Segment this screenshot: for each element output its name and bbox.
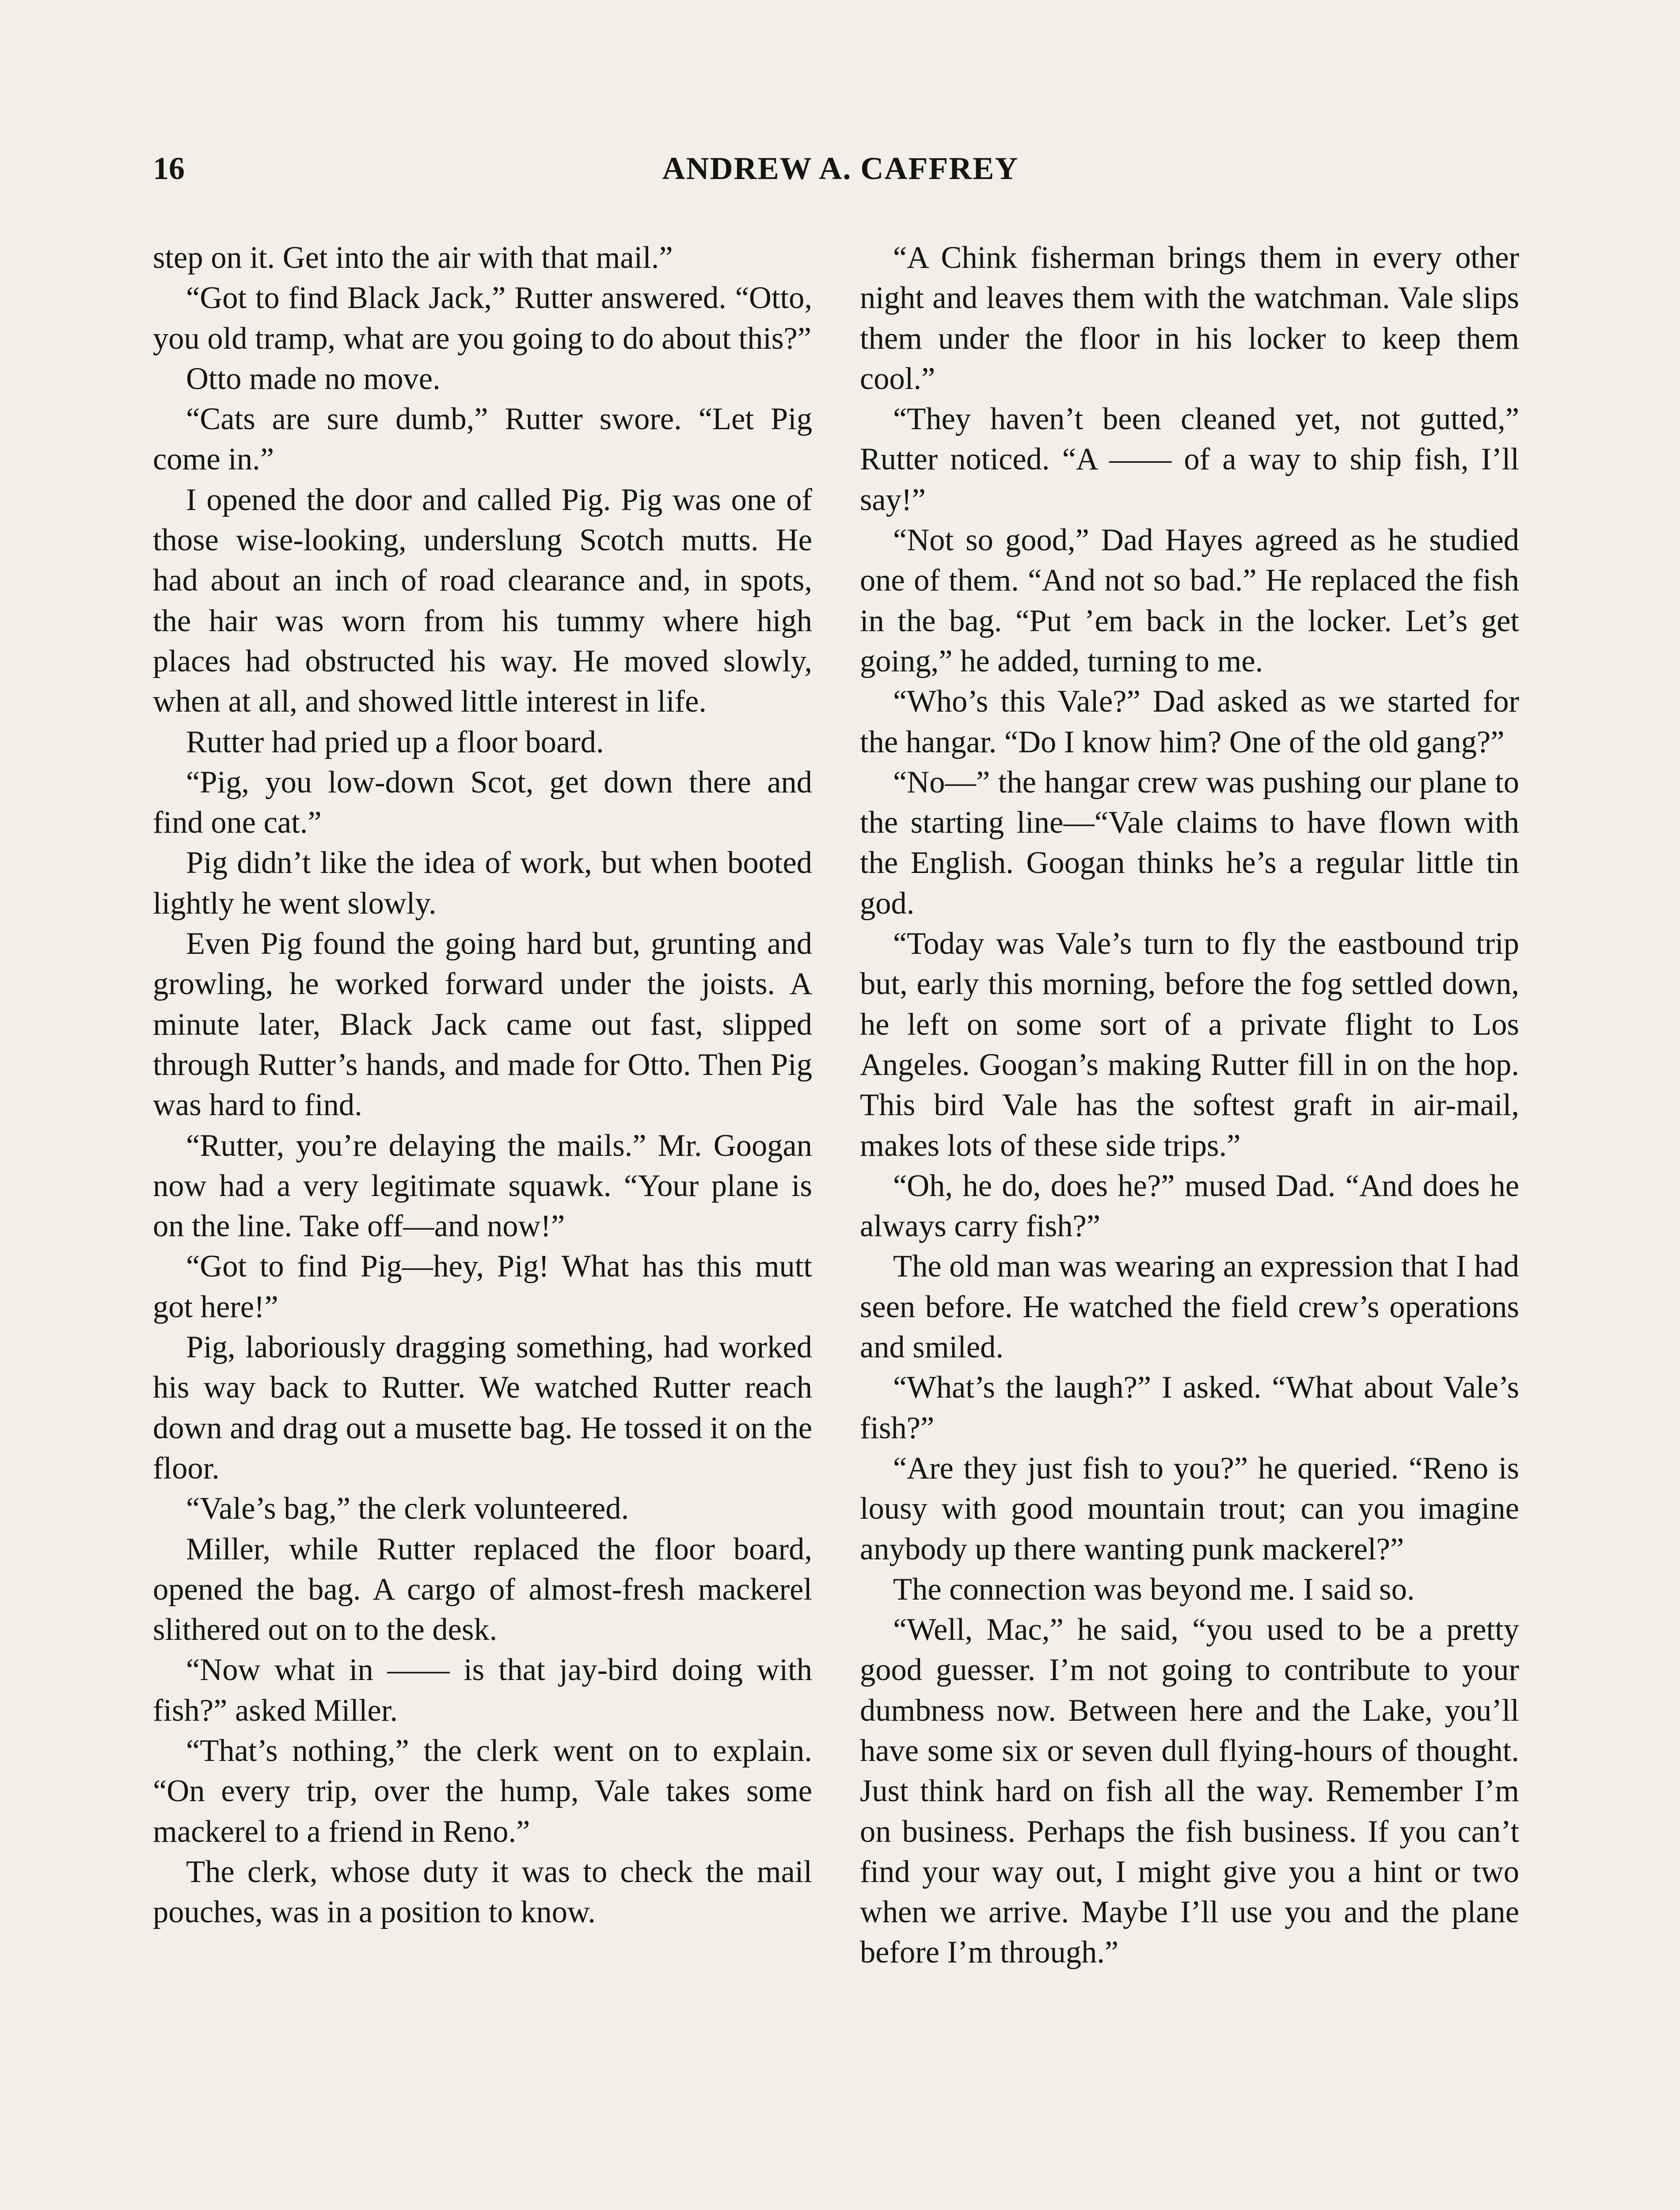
paragraph: “Got to find Pig—hey, Pig! What has this mutt got here!” [153, 1249, 812, 1324]
paragraph: “Are they just fish to you?” he queried. “Reno is lousy with good mountain trout; can you imagine anybody up there wanting punk mackerel?” [860, 1451, 1519, 1566]
paragraph: I opened the door and called Pig. Pig was one of those wise-looking, underslung Scotch mutts. He had about an inch of road clearance and, in spots, the hair was worn from his tummy where high places had obstructed his way. He moved slowly, when at all, and showed little interest in life. [153, 482, 812, 719]
running-head: ANDREW A. CAFFREY [662, 151, 1019, 186]
paragraph: Rutter had pried up a floor board. [186, 724, 604, 759]
paragraph: “Vale’s bag,” the clerk volunteered. [186, 1491, 629, 1526]
paragraph: “Not so good,” Dad Hayes agreed as he studied one of them. “And not so bad.” He replaced the fish in the bag. “Put ’em back in the locker. Let’s get going,” he added, turning to me. [860, 523, 1519, 678]
paragraph: “What’s the laugh?” I asked. “What about Vale’s fish?” [860, 1370, 1519, 1445]
page-number: 16 [153, 151, 185, 186]
paragraph: “Well, Mac,” he said, “you used to be a pretty good guesser. I’m not going to contribute to your dumbness now. Between here and the Lake, you’ll have some six or seven dull flying-hours of thought. Just think hard on fish all the way. Remember I’m on business. Perhaps the fish business. If you can’t find your way out, I might give you a hint or two when we arrive. Maybe I’ll use you and the plane before I’m through.” [860, 1612, 1519, 1970]
paragraph: The connection was beyond me. I said so. [893, 1572, 1415, 1607]
paragraph: “They haven’t been cleaned yet, not gutted,” Rutter noticed. “A —— of a way to ship fish, I’ll say!” [860, 402, 1519, 517]
paragraph: “Today was Vale’s turn to fly the eastbound trip but, early this morning, before the fog settled down, he left on some sort of a private flight to Los Angeles. Googan’s making Rutter fill in on the hop. This bird Vale has the softest graft in air-mail, makes lots of these side trips.” [860, 926, 1519, 1163]
paragraph: “Who’s this Vale?” Dad asked as we started for the hangar. “Do I know him? One of the old gang?” [860, 684, 1519, 759]
page-header [153, 152, 1528, 201]
paragraph: Otto made no move. [186, 361, 441, 396]
paragraph: Pig didn’t like the idea of work, but when booted lightly he went slowly. [153, 846, 812, 921]
paragraph: “Rutter, you’re delaying the mails.” Mr. Googan now had a very legitimate squawk. “Your plane is on the line. Take off—and now!” [153, 1128, 812, 1244]
paragraph: “Got to find Black Jack,” Rutter answered. “Otto, you old tramp, what are you going to do about this?” [153, 281, 812, 356]
paragraph: “Oh, he do, does he?” mused Dad. “And does he always carry fish?” [860, 1168, 1519, 1244]
paragraph: “Pig, you low-down Scot, get down there and find one cat.” [153, 765, 812, 840]
paragraph: Even Pig found the going hard but, grunting and growling, he worked forward under the joists. A minute later, Black Jack came out fast, slipped through Rutter’s hands, and made for Otto. Then Pig was hard to find. [153, 926, 812, 1123]
paragraph: step on it. Get into the air with that mail.” [153, 240, 673, 275]
right-column [860, 238, 1519, 1973]
paragraph: “That’s nothing,” the clerk went on to explain. “On every trip, over the hump, Vale takes some mackerel to a friend in Reno.” [153, 1733, 812, 1849]
paragraph: “Now what in —— is that jay-bird doing with fish?” asked Miller. [153, 1653, 812, 1728]
paragraph: The old man was wearing an expression that I had seen before. He watched the field crew’s operations and smiled. [860, 1249, 1519, 1365]
paragraph: The clerk, whose duty it was to check the mail pouches, was in a position to know. [153, 1854, 812, 1930]
paragraph: “No—” the hangar crew was pushing our plane to the starting line—“Vale claims to have flown with the English. Googan thinks he’s a regular little tin god. [860, 765, 1519, 921]
left-column [153, 238, 812, 1932]
paragraph: Miller, while Rutter replaced the floor board, opened the bag. A cargo of almost-fresh mackerel slithered out on to the desk. [153, 1532, 812, 1647]
paragraph: “Cats are sure dumb,” Rutter swore. “Let Pig come in.” [153, 402, 812, 477]
paragraph: “A Chink fisherman brings them in every other night and leaves them with the watchman. Vale slips them under the floor in his locker to keep them cool.” [860, 240, 1519, 396]
paragraph: Pig, laboriously dragging something, had worked his way back to Rutter. We watched Rutter reach down and drag out a musette bag. He tossed it on the floor. [153, 1330, 812, 1486]
